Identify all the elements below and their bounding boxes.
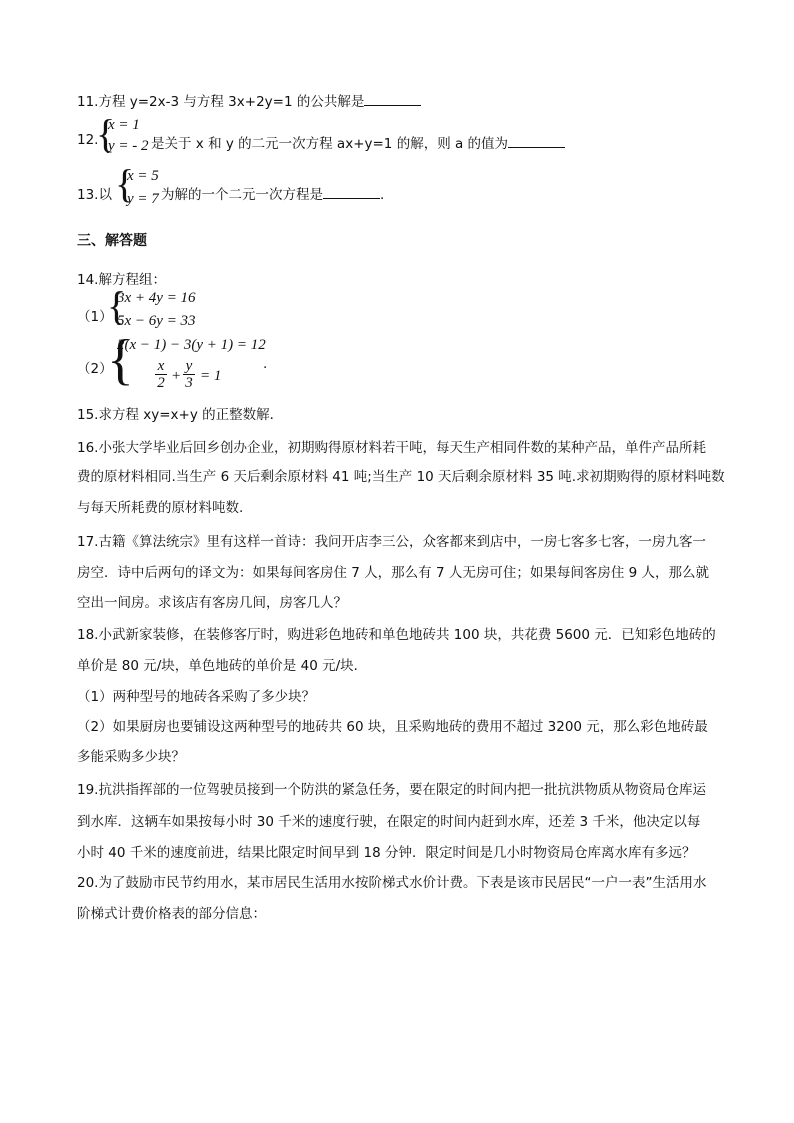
question-18-line-2: 单价是 80 元/块，单色地砖的单价是 40 元/块． bbox=[77, 658, 368, 674]
question-12-text: 是关于 x 和 y 的二元一次方程 ax+y=1 的解，则 a 的值为 bbox=[151, 136, 509, 152]
question-13-text: 为解的一个二元一次方程是 bbox=[161, 187, 323, 203]
question-18-line-1: 18.小武新家装修，在装修客厅时，购进彩色地砖和单色地砖共 100 块，共花费 5600 元．已知彩色地砖的 bbox=[77, 627, 716, 643]
left-brace-icon: { bbox=[115, 161, 135, 206]
question-15: 15.求方程 xy=x+y 的正整数解． bbox=[77, 407, 284, 423]
question-16-line-1: 16.小张大学毕业后回乡创办企业，初期购得原材料若干吨，每天生产相同件数的某种产品，单件产品所耗 bbox=[77, 440, 706, 456]
question-18-part-2-line-2: 多能采购多少块？ bbox=[77, 749, 185, 765]
equation-y: y = - 2 bbox=[108, 138, 149, 154]
fraction-denominator: 2 bbox=[157, 375, 165, 391]
question-12-body bbox=[151, 132, 565, 152]
question-20-line-2: 阶梯式计费价格表的部分信息： bbox=[77, 906, 266, 922]
fraction-y-over-3 bbox=[183, 359, 195, 390]
question-18-part-2-line-1: （2）如果厨房也要铺设这两种型号的地砖共 60 块，且采购地砖的费用不超过 3200 元，那么彩色地砖最 bbox=[77, 719, 708, 735]
left-brace-icon: { bbox=[107, 283, 127, 328]
fraction-numerator: y bbox=[185, 358, 193, 374]
plus-sign: + bbox=[171, 368, 182, 384]
question-18-part-1: （1）两种型号的地砖各采购了多少块？ bbox=[77, 689, 316, 705]
question-17-line-3: 空出一间房。求该店有客房几间，房客几人？ bbox=[77, 595, 347, 611]
question-13-number: 13.以 bbox=[77, 187, 112, 203]
question-17-line-1: 17.古籍《算法统宗》里有这样一首诗：我问开店李三公，众客都来到店中，一房七客多七客，一房九客一 bbox=[77, 534, 706, 550]
question-17-line-2: 房空．诗中后两句的译文为：如果每间客房住 7 人，那么有 7 人无房可住；如果每间客房住 9 人，那么就 bbox=[77, 565, 710, 581]
period: . bbox=[263, 356, 268, 372]
fraction-x-over-2 bbox=[155, 359, 167, 390]
part-1-equation-1: 3x + 4y = 16 bbox=[117, 290, 196, 306]
part-1-label: （1） bbox=[77, 309, 113, 325]
question-11 bbox=[77, 90, 421, 110]
question-16-line-3: 与每天所耗费的原材料吨数. bbox=[77, 500, 244, 516]
period: . bbox=[380, 187, 385, 203]
question-13-body bbox=[161, 183, 384, 203]
fraction-denominator: 3 bbox=[185, 375, 193, 391]
question-19-line-3: 小时 40 千米的速度前进，结果比限定时间早到 18 分钟．限定时间是几小时物资局仓库离水库有多远？ bbox=[77, 845, 696, 861]
answer-blank bbox=[508, 133, 565, 148]
part-2-label: （2） bbox=[77, 361, 113, 377]
equation-y: y = 7 bbox=[127, 191, 159, 207]
part-2-equation-1: 2(x − 1) − 3(y + 1) = 12 bbox=[117, 337, 266, 353]
left-brace-icon: { bbox=[107, 329, 134, 391]
equation-x: x = 1 bbox=[108, 117, 140, 133]
section-title: 三、解答题 bbox=[77, 233, 147, 249]
part-1-equation-2: 5x − 6y = 33 bbox=[117, 313, 196, 329]
question-19-line-2: 到水库．这辆车如果按每小时 30 千米的速度行驶，在限定的时间内赶到水库，还差 3 千米，他决定以每 bbox=[77, 814, 701, 830]
question-14-title: 14.解方程组： bbox=[77, 272, 166, 288]
question-19-line-1: 19.抗洪指挥部的一位驾驶员接到一个防洪的紧急任务，要在限定的时间内把一批抗洪物质从物资局仓库运 bbox=[77, 782, 706, 798]
answer-blank bbox=[323, 184, 380, 199]
fraction-numerator: x bbox=[157, 358, 165, 374]
left-brace-icon: { bbox=[96, 111, 116, 156]
answer-blank bbox=[364, 91, 421, 106]
part-2-equation-2-rhs: = 1 bbox=[200, 368, 222, 384]
question-12-number: 12. bbox=[77, 132, 99, 148]
equation-x: x = 5 bbox=[127, 168, 159, 184]
question-20-line-1: 20.为了鼓励市民节约用水，某市居民生活用水按阶梯式水价计费。下表是该市民居民“一户一表”生活用水 bbox=[77, 875, 707, 891]
question-16-line-2: 费的原材料相同.当生产 6 天后剩余原材料 41 吨;当生产 10 天后剩余原材料 35 吨.求初期购得的原材料吨数 bbox=[77, 469, 725, 485]
question-11-text: 11.方程 y=2x-3 与方程 3x+2y=1 的公共解是 bbox=[77, 94, 365, 110]
